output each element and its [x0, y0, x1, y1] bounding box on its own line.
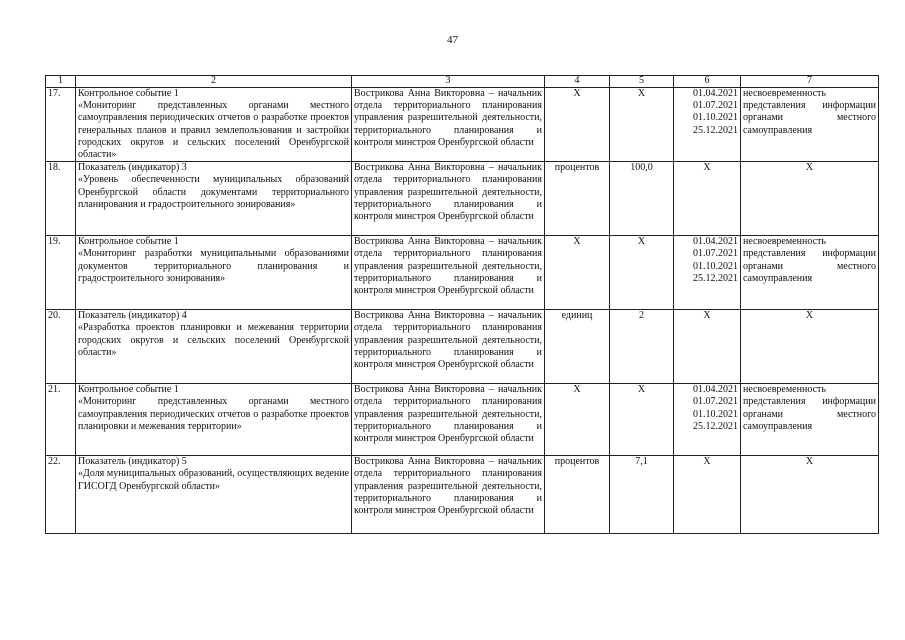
dates-cell: [674, 236, 741, 310]
dates-cell: [674, 162, 741, 236]
unit-cell: единиц: [545, 310, 610, 384]
table-row: [46, 236, 879, 310]
note-cell: несвоевременность представления информации органами местного самоуправления: [741, 384, 879, 456]
responsible-cell: Вострикова Анна Викторовна – начальник отдела территориального планирования управления разрешительной деятельности, территориального планирования и контроля минстроя Оренбургской области: [352, 384, 545, 456]
row-number: 20.: [46, 310, 76, 384]
event-description: «Доля муниципальных образований, осуществляющих ведение ГИСОГД Оренбургской области»: [78, 468, 349, 492]
header-cell-2: 2: [76, 76, 352, 88]
row-number: 17.: [46, 88, 76, 162]
date: 01.10.2021: [693, 112, 738, 124]
note-cell: несвоевременность представления информации органами местного самоуправления: [741, 88, 879, 162]
date: 01.10.2021: [693, 408, 738, 420]
date: 01.10.2021: [693, 260, 738, 272]
header-cell-6: 6: [674, 76, 741, 88]
note-cell: несвоевременность представления информации органами местного самоуправления: [741, 236, 879, 310]
date: 25.12.2021: [693, 272, 738, 284]
event-title: Контрольное событие 1: [78, 88, 179, 99]
date: 01.07.2021: [693, 100, 738, 112]
row-number: 22.: [46, 456, 76, 534]
table-row: [46, 384, 879, 456]
header-cell-7: 7: [741, 76, 879, 88]
event-cell: [76, 162, 352, 236]
plan-table: [45, 75, 879, 534]
value-cell: Х: [610, 236, 674, 310]
event-title: Контрольное событие 1: [78, 236, 179, 248]
table-row: [46, 162, 879, 236]
note-cell: Х: [741, 310, 879, 384]
dates-cell: [674, 88, 741, 162]
header-cell-3: 3: [352, 76, 545, 88]
event-description: «Уровень обеспеченности муниципальных образований Оренбургской области документами территориального планирования и градостроительного зонирования»: [78, 174, 349, 210]
date: Х: [703, 456, 711, 468]
value-cell: Х: [610, 384, 674, 456]
date: 25.12.2021: [693, 420, 738, 432]
unit-cell: Х: [545, 384, 610, 456]
event-description: «Мониторинг представленных органами местного самоуправления периодических отчетов о разработке проектов планировки и межевания территории»: [78, 396, 349, 432]
event-title: Показатель (индикатор) 3: [78, 162, 187, 174]
value-cell: Х: [610, 88, 674, 162]
date: 01.04.2021: [693, 88, 738, 99]
date: 25.12.2021: [693, 124, 738, 136]
event-cell: [76, 88, 352, 162]
header-cell-1: 1: [46, 76, 76, 88]
date: 01.04.2021: [693, 384, 738, 396]
event-title: Показатель (индикатор) 4: [78, 310, 187, 322]
dates-cell: [674, 310, 741, 384]
event-title: Показатель (индикатор) 5: [78, 456, 187, 468]
date: 01.07.2021: [693, 248, 738, 260]
value-cell: 2: [610, 310, 674, 384]
event-cell: [76, 310, 352, 384]
row-number: 18.: [46, 162, 76, 236]
responsible-cell: Вострикова Анна Викторовна – начальник отдела территориального планирования управления разрешительной деятельности, территориального планирования и контроля минстроя Оренбургской области: [352, 310, 545, 384]
unit-cell: процентов: [545, 162, 610, 236]
event-title: Контрольное событие 1: [78, 384, 179, 396]
row-number: 19.: [46, 236, 76, 310]
date: Х: [703, 162, 711, 174]
responsible-cell: Вострикова Анна Викторовна – начальник отдела территориального планирования управления разрешительной деятельности, территориального планирования и контроля минстроя Оренбургской области: [352, 162, 545, 236]
unit-cell: процентов: [545, 456, 610, 534]
header-row: [46, 76, 879, 88]
event-cell: [76, 456, 352, 534]
event-cell: [76, 236, 352, 310]
table-row: [46, 88, 879, 162]
header-cell-5: 5: [610, 76, 674, 88]
unit-cell: Х: [545, 236, 610, 310]
dates-cell: [674, 456, 741, 534]
date: Х: [703, 310, 711, 322]
value-cell: 100,0: [610, 162, 674, 236]
date: 01.04.2021: [693, 236, 738, 248]
event-description: «Мониторинг представленных органами местного самоуправления периодических отчетов о разработке проектов генеральных планов и правил землепользования и застройки городских округов и сельских поселений Оренбургской области»: [78, 100, 349, 161]
page-number: 47: [447, 34, 458, 46]
table-row: [46, 456, 879, 534]
event-cell: [76, 384, 352, 456]
responsible-cell: Вострикова Анна Викторовна – начальник отдела территориального планирования управления разрешительной деятельности, территориального планирования и контроля минстроя Оренбургской области: [352, 236, 545, 310]
event-description: «Мониторинг разработки муниципальными образованиями документов территориального планирования и градостроительного зонирования»: [78, 248, 349, 284]
dates-cell: [674, 384, 741, 456]
date: 01.07.2021: [693, 396, 738, 408]
value-cell: 7,1: [610, 456, 674, 534]
event-description: «Разработка проектов планировки и межевания территории городских округов и сельских поселений Оренбургской области»: [78, 322, 349, 358]
header-cell-4: 4: [545, 76, 610, 88]
note-cell: Х: [741, 162, 879, 236]
unit-cell: Х: [545, 88, 610, 162]
table-row: [46, 310, 879, 384]
row-number: 21.: [46, 384, 76, 456]
responsible-cell: Вострикова Анна Викторовна – начальник отдела территориального планирования управления разрешительной деятельности, территориального планирования и контроля минстроя Оренбургской области: [352, 88, 545, 162]
responsible-cell: Вострикова Анна Викторовна – начальник отдела территориального планирования управления разрешительной деятельности, территориального планирования и контроля минстроя Оренбургской области: [352, 456, 545, 534]
note-cell: Х: [741, 456, 879, 534]
